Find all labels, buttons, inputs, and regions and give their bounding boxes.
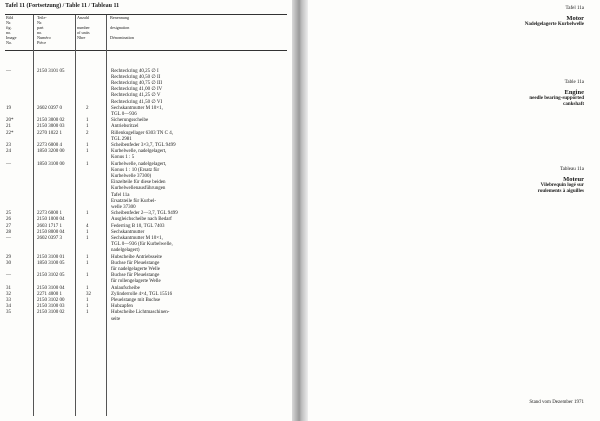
section-title-fr: Tableau 11a Moteur Vilebrequin logé sur roulements à aiguilles: [537, 167, 584, 194]
designation-cell: Rechteckring 41,50 ∅ VI: [111, 99, 163, 105]
quantity-cell: 1: [86, 260, 89, 266]
designation-cell: welle 37300: [111, 204, 136, 210]
designation-cell: Rechteckring 41,00 ∅ IV: [111, 87, 163, 93]
part-number-cell: 2150 3100 03: [37, 304, 65, 310]
right-page: [308, 0, 600, 421]
designation-cell: Rechteckring 40,50 ∅ II: [111, 74, 161, 80]
designation-cell: Hubscheibe Lichtmaschinen-: [111, 310, 170, 316]
section-title-de: Tafel 11a Motor Nadelgelagerte Kurbelwelle: [524, 6, 584, 27]
header-bottom-rule: [5, 50, 287, 51]
designation-cell: Ausgleichscheibe nach Bedarf: [111, 217, 172, 223]
designation-cell: Konus 1 : 10 (Ersatz für: [111, 167, 160, 173]
column-divider: [106, 15, 107, 416]
designation-cell: TGL 0—936: [111, 111, 137, 117]
designation-cell: Sechskantmutter: [111, 229, 145, 235]
designation-cell: Ersatzteile für Kurbel-: [111, 198, 156, 204]
designation-cell: Konus 1 : 5: [111, 155, 135, 161]
part-number-cell: 1850 3100 00: [37, 161, 65, 167]
quantity-cell: 1: [86, 254, 89, 260]
designation-cell: Tafel 11a: [111, 192, 130, 198]
part-number-cell: 2273 6000 1: [37, 211, 62, 217]
fig-cell: 22*: [6, 130, 14, 136]
designation-cell: seite: [111, 316, 121, 322]
designation-cell: Rechteckring 41,25 ∅ V: [111, 93, 161, 99]
designation-cell: TGL 2981: [111, 136, 132, 142]
quantity-cell: 1: [86, 285, 89, 291]
designation-cell: Rechteckring 40,75 ∅ III: [111, 80, 163, 86]
fig-cell: 27: [6, 223, 11, 229]
quantity-cell: 1: [86, 149, 89, 155]
quantity-cell: 1: [86, 118, 89, 124]
left-page-heading: Tafel 11 (Fortsetzung) / Table 11 / Tableau 11: [5, 3, 120, 9]
part-number-cell: 2150 3100 01: [37, 254, 65, 260]
column-header-part: Teile- Nr. part no. Numéro Pièce: [37, 15, 51, 45]
designation-cell: Sicherungsscheibe: [111, 118, 149, 124]
quantity-cell: 1: [86, 161, 89, 167]
fig-cell: —: [6, 68, 11, 74]
quantity-cell: 1: [86, 297, 89, 303]
column-divider: [33, 15, 34, 416]
part-number-cell: 2603 1717 1: [37, 223, 62, 229]
designation-cell: Kurbelwelle, nadelgelagert,: [111, 149, 167, 155]
quantity-cell: 32: [86, 291, 91, 297]
fig-cell: 34: [6, 304, 11, 310]
fig-cell: 26: [6, 217, 11, 223]
part-number-cell: 2271 4000 1: [37, 291, 62, 297]
fig-cell: 24: [6, 149, 11, 155]
header-top-rule: [5, 14, 287, 15]
fig-cell: 25: [6, 211, 11, 217]
designation-cell: Sechskantmutter M 10×1,: [111, 105, 163, 111]
designation-cell: Rechteckring 40,25 ∅ I: [111, 68, 159, 74]
fig-cell: —: [6, 235, 11, 241]
fig-cell: 21: [6, 124, 11, 130]
quantity-cell: 1: [86, 310, 89, 316]
part-number-cell: 2150 3102 00: [37, 297, 65, 303]
column-divider: [75, 15, 76, 416]
column-header-fig: Bild Nr. fig. no. Image No.: [6, 15, 17, 45]
part-number-cell: 2602 0397 0: [37, 105, 62, 111]
fig-cell: 35: [6, 310, 11, 316]
designation-cell: Hubzapfen: [111, 304, 133, 310]
designation-cell: Rillenkugellager 6303 TN C 4,: [111, 130, 173, 136]
fig-cell: —: [6, 273, 11, 279]
fig-cell: 30: [6, 260, 11, 266]
quantity-cell: 1: [86, 229, 89, 235]
quantity-cell: 1: [86, 142, 89, 148]
section-title-en: Table 11a Engine needle bearing-supported cankshaft: [529, 80, 584, 107]
part-number-cell: 2150 3100 02: [37, 310, 65, 316]
fig-cell: 32: [6, 291, 11, 297]
quantity-cell: 1: [86, 235, 89, 241]
fig-cell: 33: [6, 297, 11, 303]
column-header-qty: Anzahl number of units Nbre: [77, 15, 90, 40]
part-number-cell: 1850 3200 00: [37, 149, 65, 155]
designation-cell: TGL 0—936 (für Kurbelwelle,: [111, 242, 173, 248]
designation-cell: Federring B 10, TGL 7403: [111, 223, 165, 229]
fig-cell: 29: [6, 254, 11, 260]
quantity-cell: 1: [86, 124, 89, 130]
quantity-cell: 4: [86, 223, 89, 229]
part-number-cell: 2150 3102 05: [37, 273, 65, 279]
quantity-cell: 1: [86, 211, 89, 217]
quantity-cell: 1: [86, 304, 89, 310]
designation-cell: Hubscheibe Antriebsseite: [111, 254, 162, 260]
fig-cell: 23: [6, 142, 11, 148]
designation-cell: Kurbelwelle 37300): [111, 173, 152, 179]
designation-cell: Zylinderrolle 4×4, TGL 15516: [111, 291, 173, 297]
column-header-designation: Benennung designation Dénomination: [110, 15, 134, 40]
part-number-cell: 2270 1022 1: [37, 130, 62, 136]
part-number-cell: 2150 3100 04: [37, 285, 65, 291]
designation-cell: Kurbelwellenausführungen: [111, 186, 166, 192]
fig-cell: 28: [6, 229, 11, 235]
designation-cell: Buchse für Pleuelstange: [111, 260, 160, 266]
part-number-cell: 1850 3100 05: [37, 260, 65, 266]
designation-cell: Anlaufscheibe: [111, 285, 140, 291]
designation-cell: Antriebsritzel: [111, 124, 139, 130]
book-gutter: [292, 0, 308, 421]
quantity-cell: 1: [86, 273, 89, 279]
part-number-cell: 2150 3000 02: [37, 118, 65, 124]
designation-cell: Einzelteile für diese beiden: [111, 180, 166, 186]
designation-cell: für nadelgelagerte Welle: [111, 266, 160, 272]
designation-cell: Scheibenfeder 3×3,7, TGL 9499: [111, 142, 176, 148]
designation-cell: nadelgelagert): [111, 248, 140, 254]
designation-cell: Kurbelwelle, nadelgelagert,: [111, 161, 167, 167]
part-number-cell: 2150 1000 04: [37, 217, 65, 223]
quantity-cell: 2: [86, 105, 89, 111]
fig-cell: 20*: [6, 118, 14, 124]
designation-cell: für rollengelagerte Welle: [111, 279, 161, 285]
part-number-cell: 2150 8000 04: [37, 229, 65, 235]
designation-cell: Pleuelstange mit Buchse: [111, 297, 161, 303]
left-page: [0, 0, 292, 421]
fig-cell: 19: [6, 105, 11, 111]
designation-cell: Scheibenfeder 2—3,7, TGL 9499: [111, 211, 178, 217]
part-number-cell: 2602 0397 3: [37, 235, 62, 241]
designation-cell: Buchse für Pleuelstange: [111, 273, 160, 279]
part-number-cell: 2150 3000 03: [37, 124, 65, 130]
part-number-cell: 2273 6000 4: [37, 142, 62, 148]
quantity-cell: 2: [86, 130, 89, 136]
part-number-cell: 2150 3101 05: [37, 68, 65, 74]
fig-cell: —: [6, 161, 11, 167]
designation-cell: Sechskantmutter M 10×1,: [111, 235, 163, 241]
fig-cell: 31: [6, 285, 11, 291]
revision-date: Stand vom Dezember 1971: [529, 400, 584, 405]
